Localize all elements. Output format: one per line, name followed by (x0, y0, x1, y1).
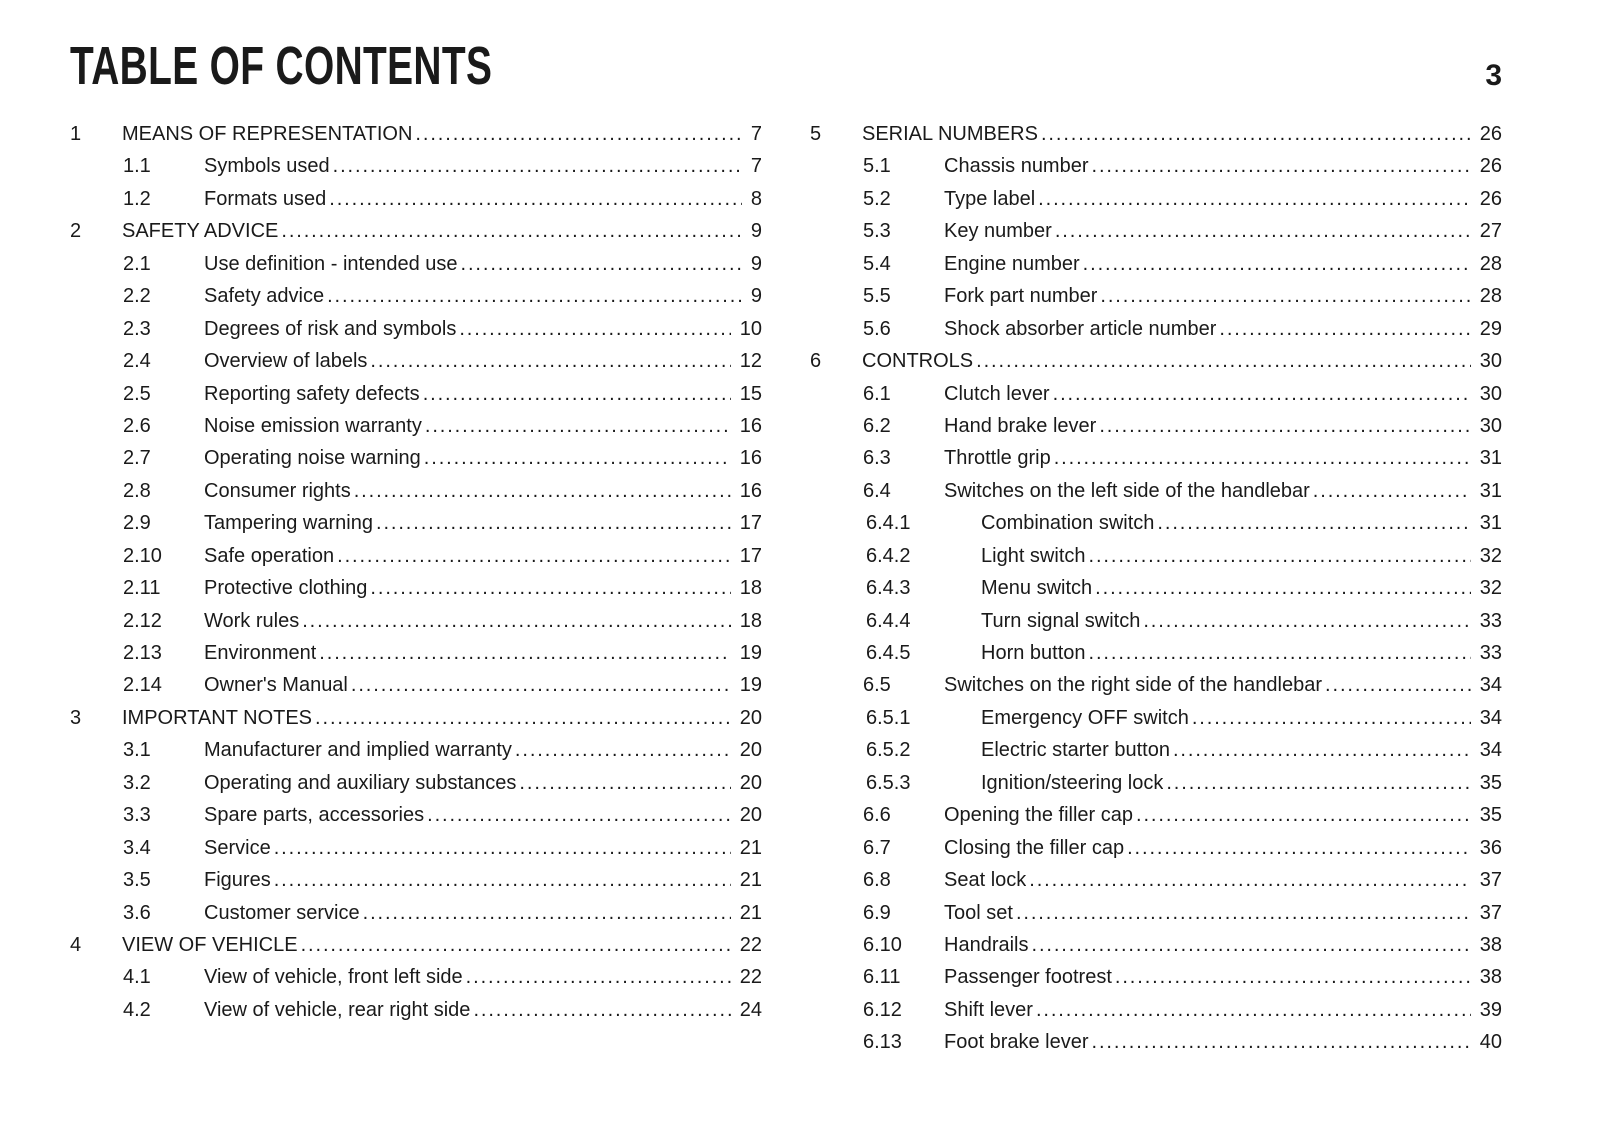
dot-leader (1189, 702, 1471, 734)
entry-page: 16 (739, 479, 762, 502)
toc-entry (70, 442, 762, 474)
entry-label: Engine number (944, 252, 1080, 275)
entry-label: Closing the filler cap (944, 836, 1125, 859)
entry-number: 6.8 (863, 869, 891, 892)
toc-entry (70, 929, 762, 961)
entry-label: Reporting safety defects (204, 382, 420, 405)
page-header (70, 38, 1502, 94)
entry-page: 31 (1479, 479, 1502, 502)
entry-label: SERIAL NUMBERS (862, 123, 1038, 145)
entry-number: 6.4.5 (866, 642, 911, 664)
entry-page: 37 (1479, 901, 1502, 924)
dot-leader (422, 410, 731, 442)
entry-page: 32 (1479, 544, 1502, 567)
dot-leader (1086, 637, 1471, 669)
entry-number: 2.3 (123, 317, 151, 340)
entry-number: 5.2 (863, 187, 891, 210)
toc-entry (810, 345, 1502, 377)
toc-entry (70, 150, 762, 182)
entry-label: IMPORTANT NOTES (122, 706, 313, 729)
entry-page: 21 (739, 836, 762, 859)
entry-number: 6.5.3 (866, 771, 911, 794)
entry-number: 3.5 (123, 869, 151, 892)
toc-entry (70, 832, 762, 864)
dot-leader (1216, 313, 1470, 345)
entry-page: 31 (1479, 512, 1502, 535)
toc-entry (70, 572, 762, 604)
toc-entry (810, 864, 1502, 896)
dot-leader (1050, 378, 1471, 410)
entry-number: 6 (810, 350, 822, 373)
entry-page: 30 (1479, 382, 1502, 405)
page-number: 3 (1485, 59, 1502, 92)
entry-page: 28 (1479, 285, 1502, 308)
toc-entry (70, 313, 762, 345)
entry-label: Tampering warning (204, 512, 373, 535)
entry-label: Safety advice (204, 285, 325, 308)
entry-page: 22 (739, 933, 762, 956)
entry-page: 39 (1479, 998, 1502, 1021)
entry-page: 17 (739, 544, 762, 567)
entry-number: 2.10 (123, 544, 162, 567)
entry-label: Combination switch (981, 512, 1155, 535)
dot-leader (367, 345, 730, 377)
toc-entry (810, 832, 1502, 864)
entry-number: 6.5.1 (866, 706, 911, 729)
toc-entry (810, 442, 1502, 474)
dot-leader (367, 572, 730, 604)
entry-page: 27 (1479, 220, 1502, 243)
entry-label: Turn signal switch (981, 609, 1141, 632)
dot-leader (373, 507, 731, 539)
dot-leader (1026, 864, 1470, 896)
entry-number: 6.6 (863, 804, 891, 827)
entry-page: 34 (1479, 674, 1502, 697)
dot-leader (278, 215, 742, 247)
toc-entry (70, 669, 762, 701)
entry-page: 9 (750, 220, 762, 243)
entry-page: 36 (1479, 836, 1502, 859)
entry-number: 6.4.1 (866, 512, 911, 535)
toc-entry (810, 702, 1502, 734)
dot-leader (420, 378, 731, 410)
toc-entry (70, 215, 762, 247)
toc-entry (810, 994, 1502, 1026)
dot-leader (421, 442, 731, 474)
entry-label: Seat lock (944, 869, 1027, 892)
entry-number: 5.5 (863, 285, 891, 308)
toc-entry (810, 734, 1502, 766)
entry-page: 22 (739, 966, 762, 989)
entry-number: 2.9 (123, 512, 151, 535)
toc-entry (70, 507, 762, 539)
entry-number: 2.4 (123, 350, 151, 373)
entry-page: 34 (1479, 706, 1502, 729)
entry-label: Spare parts, accessories (204, 804, 425, 827)
entry-page: 26 (1479, 155, 1502, 178)
entry-page: 35 (1479, 771, 1502, 794)
entry-number: 5.1 (863, 155, 891, 178)
entry-number: 6.3 (863, 447, 891, 470)
entry-label: Ignition/steering lock (981, 771, 1164, 794)
dot-leader (1112, 961, 1471, 993)
entry-number: 1.2 (123, 187, 151, 210)
toc-entry (70, 767, 762, 799)
dot-leader (1086, 540, 1471, 572)
dot-leader (456, 313, 730, 345)
dot-leader (1124, 832, 1471, 864)
entry-label: Menu switch (981, 577, 1093, 600)
entry-number: 2.8 (123, 479, 151, 502)
entry-label: Formats used (204, 187, 327, 210)
entry-page: 10 (739, 317, 762, 340)
toc-entry (70, 605, 762, 637)
entry-number: 6.4.3 (866, 577, 911, 600)
entry-number: 1.1 (123, 155, 151, 178)
entry-page: 21 (739, 869, 762, 892)
page-title: TABLE OF CONTENTS (70, 36, 493, 96)
entry-page: 28 (1479, 252, 1502, 275)
entry-page: 38 (1479, 966, 1502, 989)
entry-number: 6.4.2 (866, 544, 911, 567)
entry-number: 2.14 (123, 674, 162, 697)
entry-page: 20 (739, 804, 762, 827)
dot-leader (470, 994, 730, 1026)
dot-leader (1170, 734, 1471, 766)
entry-label: Use definition - intended use (204, 252, 458, 275)
entry-label: MEANS OF REPRESENTATION (122, 123, 413, 145)
entry-label: Manufacturer and implied warranty (204, 739, 512, 762)
entry-page: 16 (739, 447, 762, 470)
toc-entry (70, 637, 762, 669)
dot-leader (324, 280, 742, 312)
toc-entry (810, 215, 1502, 247)
entry-label: Work rules (204, 609, 300, 632)
toc-entry (810, 637, 1502, 669)
entry-page: 26 (1479, 187, 1502, 210)
entry-number: 6.11 (863, 966, 901, 989)
entry-label: Service (204, 836, 271, 859)
entry-label: Switches on the left side of the handlebar (944, 479, 1310, 502)
entry-number: 5.6 (863, 317, 891, 340)
toc-entry (810, 799, 1502, 831)
entry-page: 40 (1479, 1031, 1502, 1054)
entry-page: 33 (1479, 642, 1502, 664)
dot-leader (1097, 280, 1470, 312)
entry-page: 20 (739, 706, 762, 729)
entry-label: Throttle grip (944, 447, 1051, 470)
entry-number: 6.5 (863, 674, 891, 697)
toc-entry (810, 897, 1502, 929)
entry-label: Horn button (981, 642, 1086, 664)
entry-number: 6.9 (863, 901, 891, 924)
entry-label: Operating noise warning (204, 447, 421, 470)
entry-page: 9 (750, 252, 762, 275)
toc-entry (70, 734, 762, 766)
entry-number: 2.6 (123, 414, 151, 437)
dot-leader (1310, 475, 1471, 507)
toc-entry (70, 540, 762, 572)
toc-entry (810, 929, 1502, 961)
toc-entry (810, 118, 1502, 150)
entry-page: 37 (1479, 869, 1502, 892)
dot-leader (326, 183, 742, 215)
entry-number: 6.2 (863, 414, 891, 437)
entry-number: 3.4 (123, 836, 151, 859)
entry-number: 6.4 (863, 479, 891, 502)
toc-entry (70, 410, 762, 442)
entry-label: Operating and auxiliary substances (204, 771, 517, 794)
toc-entry (810, 410, 1502, 442)
dot-leader (1013, 897, 1471, 929)
toc-entry (810, 1026, 1502, 1058)
toc-entry (810, 313, 1502, 345)
entry-page: 21 (739, 901, 762, 924)
entry-label: VIEW OF VEHICLE (122, 933, 298, 956)
entry-label: SAFETY ADVICE (122, 220, 279, 243)
entry-page: 8 (750, 187, 762, 210)
toc-entry (70, 475, 762, 507)
entry-page: 19 (739, 674, 762, 697)
entry-number: 2.5 (123, 382, 151, 405)
entry-page: 30 (1479, 414, 1502, 437)
toc-entry (70, 702, 762, 734)
entry-page: 26 (1479, 123, 1502, 145)
toc-entry (70, 897, 762, 929)
entry-label: Fork part number (944, 285, 1098, 308)
toc-entry (810, 183, 1502, 215)
dot-leader (312, 702, 731, 734)
entry-page: 34 (1479, 739, 1502, 762)
toc-column-left (70, 118, 762, 1059)
entry-number: 6.7 (863, 836, 891, 859)
entry-label: Shock absorber article number (944, 317, 1217, 340)
dot-leader (516, 767, 730, 799)
toc-entry (70, 345, 762, 377)
dot-leader (1096, 410, 1470, 442)
toc-entry (810, 669, 1502, 701)
entry-page: 15 (739, 382, 762, 405)
entry-page: 19 (739, 642, 762, 664)
toc-entry (810, 378, 1502, 410)
entry-label: Foot brake lever (944, 1031, 1089, 1054)
toc-entry (70, 799, 762, 831)
toc-entry (70, 183, 762, 215)
entry-number: 2.7 (123, 447, 151, 470)
dot-leader (348, 669, 731, 701)
entry-label: Clutch lever (944, 382, 1050, 405)
entry-number: 3.2 (123, 771, 151, 794)
entry-number: 5 (810, 123, 822, 145)
entry-label: Type label (944, 187, 1036, 210)
dot-leader (424, 799, 731, 831)
entry-page: 30 (1479, 350, 1502, 373)
entry-number: 1 (70, 123, 82, 145)
toc-entry (70, 378, 762, 410)
dot-leader (1092, 572, 1471, 604)
dot-leader (1051, 442, 1471, 474)
entry-label: Consumer rights (204, 479, 351, 502)
entry-number: 6.10 (863, 933, 902, 956)
entry-number: 5.4 (863, 252, 891, 275)
entry-label: Safe operation (204, 544, 335, 567)
dot-leader (271, 832, 731, 864)
dot-leader (299, 605, 731, 637)
entry-label: Symbols used (204, 155, 330, 178)
entry-number: 3.1 (123, 739, 151, 762)
toc-entry (70, 961, 762, 993)
dot-leader (1133, 799, 1471, 831)
entry-number: 3.3 (123, 804, 151, 827)
entry-page: 31 (1479, 447, 1502, 470)
entry-page: 32 (1479, 577, 1502, 600)
entry-number: 2.11 (123, 577, 161, 600)
entry-number: 2.1 (123, 252, 151, 275)
entry-label: Opening the filler cap (944, 804, 1134, 827)
dot-leader (973, 345, 1471, 377)
dot-leader (412, 118, 741, 150)
toc-entry (810, 540, 1502, 572)
entry-label: Figures (204, 869, 271, 892)
dot-leader (1033, 994, 1471, 1026)
entry-number: 5.3 (863, 220, 891, 243)
entry-page: 17 (739, 512, 762, 535)
entry-number: 6.12 (863, 998, 902, 1021)
entry-number: 6.1 (863, 382, 891, 405)
entry-label: Owner's Manual (204, 674, 348, 697)
entry-label: Electric starter button (981, 739, 1170, 762)
dot-leader (458, 248, 742, 280)
entry-label: Customer service (204, 901, 360, 924)
entry-label: Environment (204, 642, 317, 664)
dot-leader (1089, 1026, 1471, 1058)
dot-leader (360, 897, 731, 929)
entry-label: Switches on the right side of the handlebar (944, 674, 1323, 697)
dot-leader (1140, 605, 1470, 637)
toc-entry (810, 572, 1502, 604)
entry-page: 9 (750, 285, 762, 308)
entry-number: 3.6 (123, 901, 151, 924)
toc-entry (810, 280, 1502, 312)
entry-number: 4.2 (123, 998, 151, 1021)
entry-label: Degrees of risk and symbols (204, 317, 457, 340)
entry-number: 3 (70, 706, 82, 729)
entry-number: 2.12 (123, 609, 162, 632)
entry-page: 7 (750, 155, 762, 178)
entry-page: 20 (739, 771, 762, 794)
dot-leader (1322, 669, 1471, 701)
entry-number: 6.13 (863, 1031, 902, 1054)
entry-page: 18 (739, 609, 762, 632)
dot-leader (351, 475, 731, 507)
toc (70, 118, 1502, 1059)
entry-label: Key number (944, 220, 1052, 243)
dot-leader (334, 540, 731, 572)
entry-page: 24 (739, 998, 762, 1021)
dot-leader (1035, 183, 1471, 215)
dot-leader (1089, 150, 1471, 182)
toc-entry (70, 248, 762, 280)
toc-entry (70, 280, 762, 312)
entry-number: 4.1 (123, 966, 151, 989)
toc-entry (70, 864, 762, 896)
toc-entry (70, 118, 762, 150)
dot-leader (463, 961, 731, 993)
entry-label: View of vehicle, rear right side (204, 998, 471, 1021)
toc-entry (810, 248, 1502, 280)
entry-label: Chassis number (944, 155, 1089, 178)
entry-page: 38 (1479, 933, 1502, 956)
toc-entry (810, 150, 1502, 182)
entry-label: CONTROLS (862, 350, 974, 373)
entry-number: 4 (70, 933, 82, 956)
dot-leader (1028, 929, 1470, 961)
entry-number: 2.13 (123, 642, 162, 664)
entry-page: 12 (739, 350, 762, 373)
entry-page: 18 (739, 577, 762, 600)
toc-entry (70, 994, 762, 1026)
toc-entry (810, 605, 1502, 637)
toc-entry (810, 507, 1502, 539)
entry-page: 20 (739, 739, 762, 762)
dot-leader (1052, 215, 1471, 247)
entry-page: 33 (1479, 609, 1502, 632)
entry-page: 35 (1479, 804, 1502, 827)
entry-label: Tool set (944, 901, 1013, 924)
entry-label: Hand brake lever (944, 414, 1097, 437)
entry-label: Overview of labels (204, 350, 368, 373)
toc-entry (810, 961, 1502, 993)
entry-page: 7 (750, 123, 762, 145)
entry-label: Emergency OFF switch (981, 706, 1189, 729)
entry-number: 6.4.4 (866, 609, 911, 632)
entry-page: 29 (1479, 317, 1502, 340)
dot-leader (298, 929, 731, 961)
toc-entry (810, 767, 1502, 799)
dot-leader (1154, 507, 1470, 539)
dot-leader (330, 150, 742, 182)
entry-label: Handrails (944, 933, 1029, 956)
entry-label: Noise emission warranty (204, 414, 422, 437)
dot-leader (316, 637, 730, 669)
entry-label: Light switch (981, 544, 1086, 567)
entry-number: 2 (70, 220, 82, 243)
entry-label: Protective clothing (204, 577, 368, 600)
dot-leader (271, 864, 731, 896)
entry-label: View of vehicle, front left side (204, 966, 463, 989)
entry-label: Passenger footrest (944, 966, 1112, 989)
dot-leader (512, 734, 731, 766)
entry-number: 6.5.2 (866, 739, 911, 762)
entry-label: Shift lever (944, 998, 1033, 1021)
toc-entry (810, 475, 1502, 507)
entry-number: 2.2 (123, 285, 151, 308)
toc-column-right (810, 118, 1502, 1059)
dot-leader (1080, 248, 1471, 280)
entry-page: 16 (739, 414, 762, 437)
dot-leader (1163, 767, 1470, 799)
dot-leader (1038, 118, 1471, 150)
